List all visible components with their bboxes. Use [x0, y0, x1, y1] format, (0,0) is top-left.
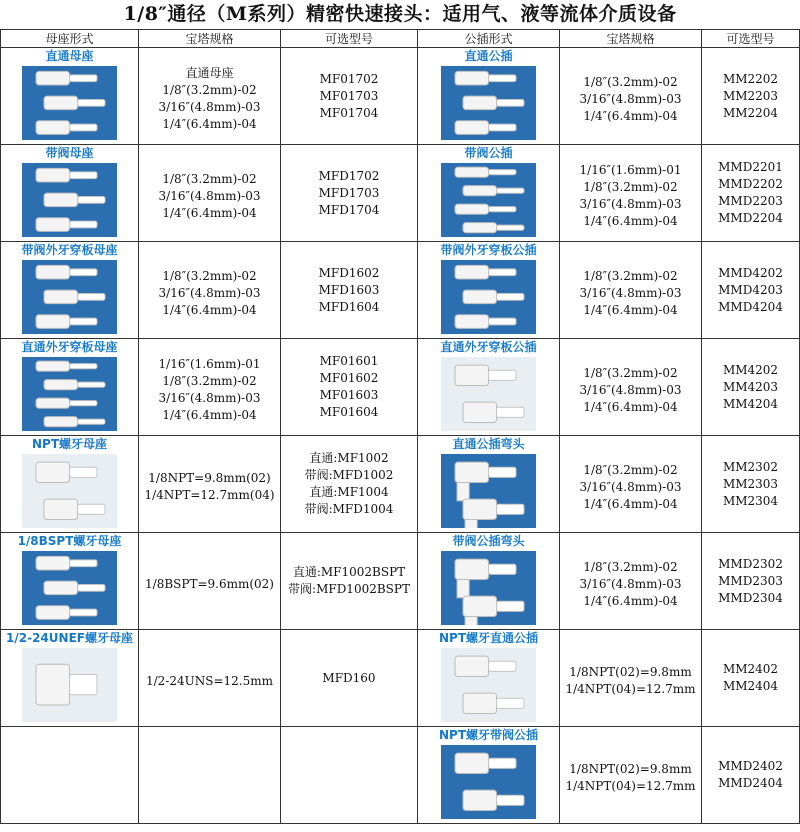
table-row [1, 436, 800, 533]
model-number: MMD2402 [718, 759, 783, 773]
male-model-cell [702, 339, 800, 436]
model-number: 直通:MF1004 [309, 485, 389, 499]
model-number: MF01704 [319, 105, 379, 120]
barb-spec-line: 1/8″(3.2mm)-02 [583, 462, 678, 477]
female-barb-spec-cell [139, 145, 281, 242]
barb-spec-line: 1/8NPT=9.8mm(02) [148, 471, 271, 485]
male-type-name: 直通公插弯头 [452, 437, 525, 451]
female-type-name: 1/8BSPT螺牙母座 [17, 534, 122, 548]
barb-spec-line: 1/4″(6.4mm)-04 [162, 302, 257, 317]
model-number: MF01602 [319, 371, 379, 385]
model-number: MM4202 [722, 362, 779, 377]
model-number: MFD1704 [318, 202, 380, 217]
table-row [1, 242, 800, 339]
male-fitting-photo [441, 745, 536, 819]
model-number: MMD2203 [718, 194, 783, 208]
col-header-female-model: 可选型号 [281, 30, 418, 48]
barb-spec-line: 3/16″(4.8mm)-03 [579, 197, 682, 211]
female-type-cell [1, 242, 139, 339]
male-type-cell [418, 242, 560, 339]
female-barb-spec-cell [139, 339, 281, 436]
male-type-name: NPT螺牙直通公插 [438, 631, 539, 645]
female-model-cell [281, 145, 418, 242]
model-number: MM2304 [722, 493, 779, 508]
barb-spec-line: 3/16″(4.8mm)-03 [579, 479, 682, 494]
male-type-cell [418, 533, 560, 630]
model-number: MFD1603 [318, 282, 380, 297]
male-type-name: 带阀外牙穿板公插 [440, 243, 537, 257]
female-model-cell [281, 727, 418, 824]
model-number: MFD160 [322, 670, 376, 685]
female-fitting-photo [22, 454, 117, 528]
male-type-name: 直通外牙穿板公插 [440, 340, 537, 354]
female-fitting-photo [22, 551, 117, 625]
female-type-cell [1, 533, 139, 630]
barb-spec-line: 1/8″(3.2mm)-02 [162, 171, 257, 186]
model-number: MM2302 [722, 459, 779, 474]
female-type-cell [1, 48, 139, 145]
col-header-female-barb: 宝塔规格 [139, 30, 281, 48]
female-type-cell [1, 436, 139, 533]
female-barb-spec-cell [139, 242, 281, 339]
model-number: MM4203 [722, 379, 779, 394]
model-number: MF01601 [319, 354, 379, 368]
female-type-name: 直通母座 [45, 49, 94, 63]
model-number: MFD1604 [318, 299, 380, 314]
female-model-cell [281, 242, 418, 339]
female-barb-spec-cell [139, 533, 281, 630]
female-type-name: NPT螺牙母座 [31, 437, 108, 451]
female-model-cell [281, 533, 418, 630]
barb-spec-line: 1/16″(1.6mm)-01 [579, 163, 682, 177]
model-number: MMD2204 [718, 211, 783, 225]
model-number: MMD4202 [718, 265, 783, 280]
female-type-cell [1, 630, 139, 727]
model-number: MF01603 [319, 388, 379, 402]
table-row [1, 339, 800, 436]
model-number: MM2202 [722, 71, 779, 86]
male-fitting-photo [441, 454, 536, 528]
female-fitting-photo [22, 260, 117, 334]
male-model-cell [702, 436, 800, 533]
male-model-cell [702, 630, 800, 727]
barb-spec-line: 1/8″(3.2mm)-02 [162, 83, 257, 97]
male-fitting-photo [441, 357, 536, 431]
female-fitting-photo [22, 357, 117, 431]
table-row [1, 145, 800, 242]
male-type-cell [418, 339, 560, 436]
barb-spec-line: 1/4″(6.4mm)-04 [583, 496, 678, 511]
model-number: MMD4203 [718, 282, 783, 297]
barb-spec-line: 1/8″(3.2mm)-02 [583, 74, 678, 89]
model-number: MF01604 [319, 405, 379, 419]
model-number: MMD2404 [718, 776, 783, 790]
male-barb-spec-cell [560, 727, 702, 824]
model-number: MMD2202 [718, 177, 783, 191]
barb-spec-line: 1/4″(6.4mm)-04 [583, 399, 678, 414]
female-model-cell [281, 48, 418, 145]
barb-spec-line: 3/16″(4.8mm)-03 [579, 285, 682, 300]
barb-spec-line: 1/4″(6.4mm)-04 [583, 108, 678, 123]
model-number: MM2204 [722, 105, 779, 120]
male-type-cell [418, 727, 560, 824]
barb-spec-line: 3/16″(4.8mm)-03 [158, 391, 261, 405]
male-type-name: 带阀公插弯头 [452, 534, 525, 548]
model-number: MMD4204 [718, 299, 783, 314]
male-model-cell [702, 533, 800, 630]
model-number: 直通:MF1002 [309, 451, 389, 465]
male-type-cell [418, 630, 560, 727]
barb-spec-line: 3/16″(4.8mm)-03 [579, 382, 682, 397]
barb-spec-line: 1/4″(6.4mm)-04 [583, 214, 678, 228]
barb-spec-line: 3/16″(4.8mm)-03 [158, 100, 261, 114]
male-type-cell [418, 436, 560, 533]
male-barb-spec-cell [560, 242, 702, 339]
female-model-cell [281, 436, 418, 533]
model-number: MF01703 [319, 88, 379, 103]
male-model-cell [702, 48, 800, 145]
female-fitting-photo [22, 163, 117, 237]
male-model-cell [702, 145, 800, 242]
male-type-name: NPT螺牙带阀公插 [438, 728, 539, 742]
male-barb-spec-cell [560, 145, 702, 242]
female-barb-spec-cell [139, 727, 281, 824]
female-barb-spec-cell [139, 630, 281, 727]
barb-spec-line: 1/8BSPT=9.6mm(02) [145, 576, 274, 591]
table-row [1, 727, 800, 824]
model-number: 直通:MF1002BSPT [292, 565, 406, 579]
table-row [1, 630, 800, 727]
male-barb-spec-cell [560, 339, 702, 436]
barb-spec-line: 3/16″(4.8mm)-03 [158, 188, 261, 203]
male-type-cell [418, 48, 560, 145]
col-header-male-barb: 宝塔规格 [560, 30, 702, 48]
page-title: 1/8″通径（M系列）精密快速接头：适用气、液等流体介质设备 [123, 3, 677, 25]
model-number: MMD2303 [718, 573, 783, 588]
male-type-name: 直通公插 [464, 49, 513, 63]
barb-spec-line: 1/4″(6.4mm)-04 [162, 117, 257, 131]
model-number: MMD2302 [718, 556, 783, 571]
barb-spec-line: 直通母座 [185, 66, 234, 80]
model-number: 带阀:MFD1002BSPT [288, 582, 410, 596]
male-fitting-photo [441, 260, 536, 334]
model-number: MFD1703 [318, 185, 380, 200]
female-fitting-photo [22, 66, 117, 140]
model-number: MM2203 [722, 88, 779, 103]
female-type-name: 带阀外牙穿板母座 [21, 243, 118, 257]
barb-spec-line: 1/8″(3.2mm)-02 [583, 180, 678, 194]
barb-spec-line: 1/4″(6.4mm)-04 [583, 302, 678, 317]
barb-spec-line: 1/8″(3.2mm)-02 [162, 268, 257, 283]
female-type-cell [1, 145, 139, 242]
barb-spec-line: 1/2-24UNS=12.5mm [145, 673, 273, 688]
male-type-cell [418, 145, 560, 242]
model-number: MF01702 [319, 71, 379, 86]
barb-spec-line: 1/8NPT(02)=9.8mm [569, 762, 692, 776]
female-type-name: 带阀母座 [45, 146, 94, 160]
barb-spec-line: 3/16″(4.8mm)-03 [158, 285, 261, 300]
female-fitting-photo [22, 648, 117, 722]
barb-spec-line: 1/8″(3.2mm)-02 [583, 559, 678, 574]
barb-spec-line: 1/4NPT(04)=12.7mm [565, 682, 696, 696]
barb-spec-line: 3/16″(4.8mm)-03 [579, 91, 682, 106]
model-number: MM2404 [722, 679, 779, 693]
col-header-male-model: 可选型号 [702, 30, 800, 48]
male-fitting-photo [441, 163, 536, 237]
model-number: MFD1702 [318, 168, 380, 183]
header-row [1, 30, 800, 48]
col-header-male-type: 公插形式 [418, 30, 560, 48]
barb-spec-line: 1/16″(1.6mm)-01 [158, 357, 261, 371]
female-model-cell [281, 630, 418, 727]
barb-spec-line: 1/8″(3.2mm)-02 [583, 268, 678, 283]
product-table [0, 29, 800, 824]
table-row [1, 533, 800, 630]
male-model-cell [702, 242, 800, 339]
female-type-cell [1, 339, 139, 436]
female-barb-spec-cell [139, 436, 281, 533]
male-barb-spec-cell [560, 533, 702, 630]
model-number: MMD2304 [718, 590, 783, 605]
male-barb-spec-cell [560, 48, 702, 145]
barb-spec-line: 3/16″(4.8mm)-03 [579, 576, 682, 591]
barb-spec-line: 1/4″(6.4mm)-04 [583, 593, 678, 608]
model-number: MFD1602 [318, 265, 380, 280]
female-type-name: 1/2-24UNEF螺牙母座 [6, 631, 133, 645]
table-row [1, 48, 800, 145]
barb-spec-line: 1/8″(3.2mm)-02 [162, 374, 257, 388]
model-number: 带阀:MFD1004 [304, 502, 394, 516]
male-fitting-photo [441, 551, 536, 625]
barb-spec-line: 1/4NPT=12.7mm(04) [144, 488, 275, 502]
female-barb-spec-cell [139, 48, 281, 145]
barb-spec-line: 1/4NPT(04)=12.7mm [565, 779, 696, 793]
female-model-cell [281, 339, 418, 436]
female-type-name: 直通外牙穿板母座 [21, 340, 118, 354]
model-number: MMD2201 [718, 160, 783, 174]
male-fitting-photo [441, 66, 536, 140]
male-model-cell [702, 727, 800, 824]
model-number: 带阀:MFD1002 [304, 468, 394, 482]
barb-spec-line: 1/4″(6.4mm)-04 [162, 205, 257, 220]
model-number: MM4204 [722, 396, 779, 411]
barb-spec-line: 1/4″(6.4mm)-04 [162, 408, 257, 422]
male-fitting-photo [441, 648, 536, 722]
barb-spec-line: 1/8″(3.2mm)-02 [583, 365, 678, 380]
male-barb-spec-cell [560, 436, 702, 533]
model-number: MM2402 [722, 662, 779, 676]
female-type-cell [1, 727, 139, 824]
male-barb-spec-cell [560, 630, 702, 727]
model-number: MM2303 [722, 476, 779, 491]
male-type-name: 带阀公插 [464, 146, 513, 160]
col-header-female-type: 母座形式 [1, 30, 139, 48]
barb-spec-line: 1/8NPT(02)=9.8mm [569, 665, 692, 679]
